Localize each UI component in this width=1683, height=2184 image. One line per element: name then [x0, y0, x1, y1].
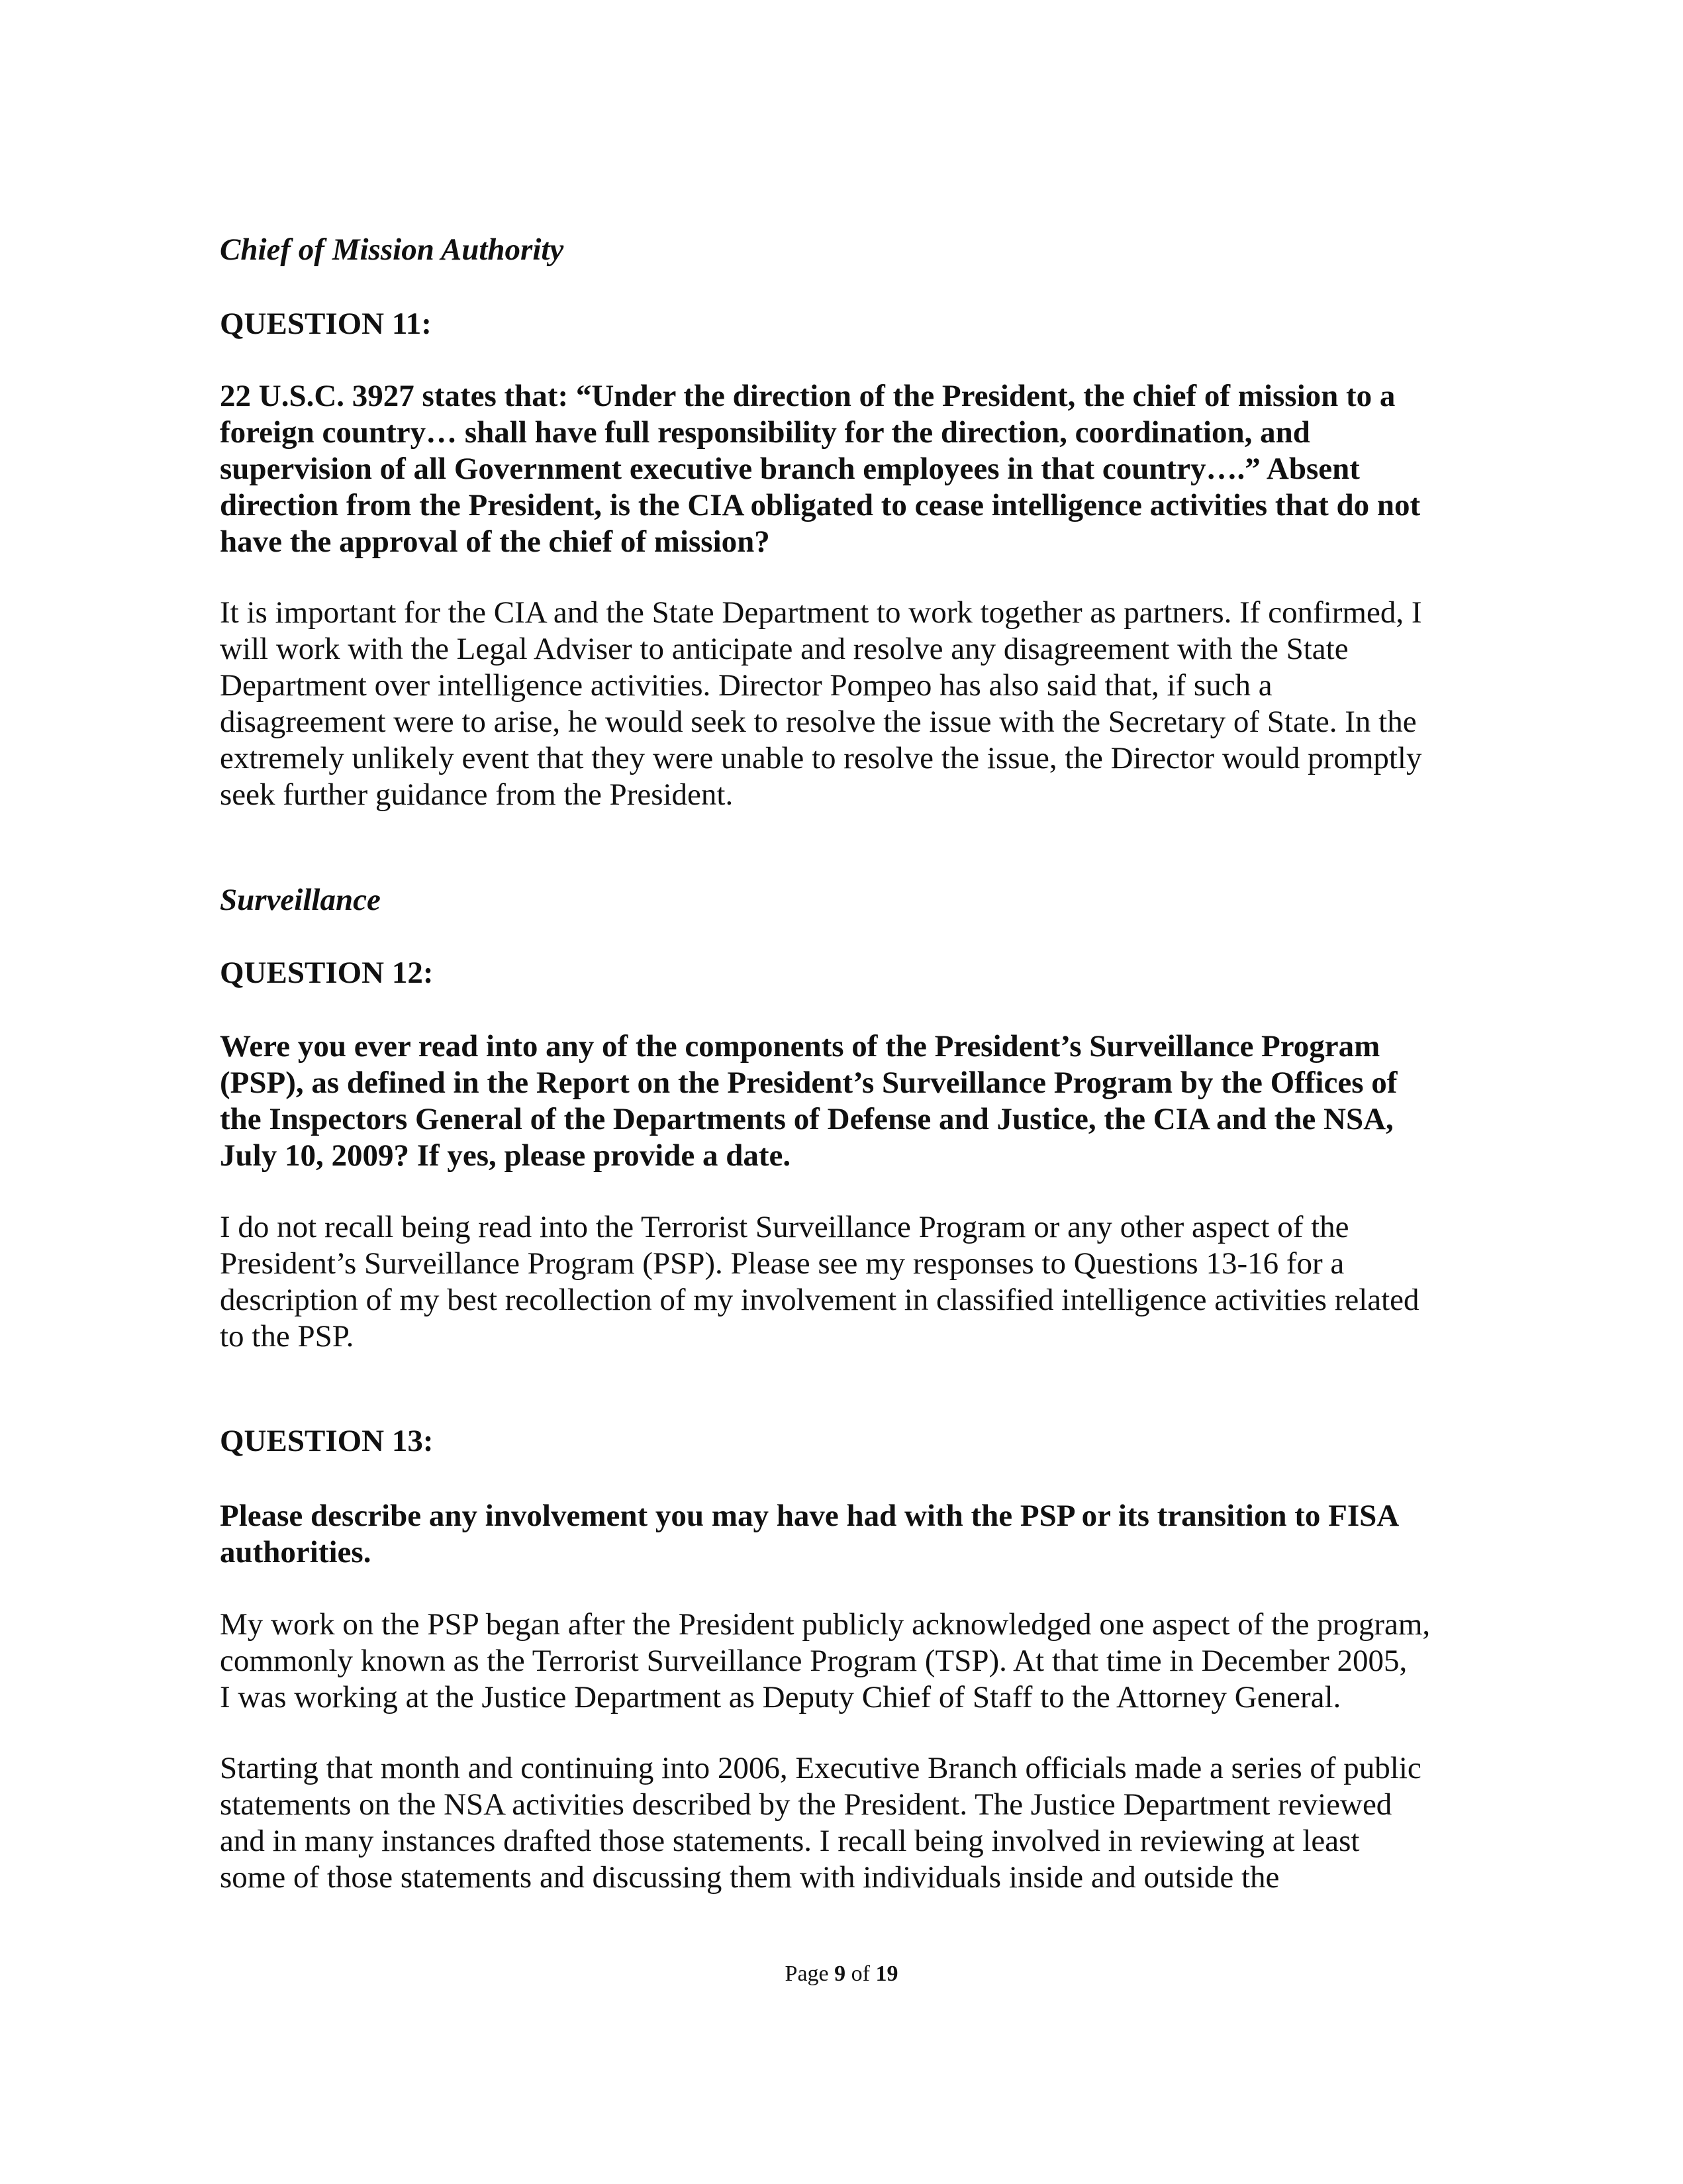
- line: President’s Surveillance Program (PSP). Please see my responses to Questions 13-16 for a: [220, 1246, 1345, 1281]
- section-heading-surveillance: Surveillance: [220, 883, 381, 917]
- total-pages: 19: [875, 1961, 898, 1986]
- line: and in many instances drafted those statements. I recall being involved in reviewing at least: [220, 1824, 1360, 1858]
- line: description of my best recollection of my involvement in classified intelligence activities related: [220, 1283, 1419, 1317]
- question-13-text: [220, 1498, 1478, 1571]
- line: Department over intelligence activities. Director Pompeo has also said that, if such a: [220, 668, 1273, 703]
- line: (PSP), as defined in the Report on the President’s Surveillance Program by the Offices of: [220, 1066, 1398, 1100]
- line: supervision of all Government executive branch employees in that country….” Absent: [220, 452, 1360, 486]
- question-12-label: QUESTION 12:: [220, 956, 434, 990]
- line: have the approval of the chief of mission?: [220, 524, 770, 559]
- answer-12: [220, 1209, 1478, 1355]
- line: Were you ever read into any of the components of the President’s Surveillance Program: [220, 1029, 1380, 1064]
- line: Please describe any involvement you may have had with the PSP or its transition to FISA: [220, 1499, 1400, 1533]
- answer-13-paragraph-2: [220, 1750, 1478, 1896]
- line: 22 U.S.C. 3927 states that: “Under the direction of the President, the chief of mission to a: [220, 379, 1396, 413]
- line: My work on the PSP began after the President publicly acknowledged one aspect of the program,: [220, 1607, 1431, 1642]
- page-prefix: Page: [785, 1961, 835, 1986]
- page-of: of: [845, 1961, 876, 1986]
- line: the Inspectors General of the Departments of Defense and Justice, the CIA and the NSA,: [220, 1102, 1394, 1136]
- line: will work with the Legal Adviser to anticipate and resolve any disagreement with the State: [220, 632, 1349, 666]
- question-12-text: [220, 1028, 1478, 1174]
- section-heading-chief-of-mission: Chief of Mission Authority: [220, 232, 564, 267]
- question-13-label: QUESTION 13:: [220, 1424, 434, 1458]
- answer-11: [220, 595, 1478, 813]
- line: July 10, 2009? If yes, please provide a date.: [220, 1138, 791, 1173]
- line: some of those statements and discussing them with individuals inside and outside the: [220, 1860, 1280, 1895]
- question-11-text: [220, 378, 1478, 560]
- line: authorities.: [220, 1535, 371, 1569]
- line: I do not recall being read into the Terrorist Surveillance Program or any other aspect of the: [220, 1210, 1349, 1244]
- line: seek further guidance from the President.: [220, 777, 734, 812]
- line: extremely unlikely event that they were unable to resolve the issue, the Director would promptly: [220, 741, 1422, 775]
- page-number: [0, 1961, 1683, 1987]
- line: statements on the NSA activities described by the President. The Justice Department reviewed: [220, 1787, 1392, 1822]
- line: foreign country… shall have full responsibility for the direction, coordination, and: [220, 415, 1310, 450]
- line: commonly known as the Terrorist Surveillance Program (TSP). At that time in December 2005,: [220, 1644, 1408, 1678]
- question-11-label: QUESTION 11:: [220, 307, 432, 341]
- line: disagreement were to arise, he would seek to resolve the issue with the Secretary of State. In the: [220, 705, 1417, 739]
- current-page: 9: [834, 1961, 846, 1986]
- line: Starting that month and continuing into 2006, Executive Branch officials made a series of public: [220, 1751, 1421, 1785]
- line: to the PSP.: [220, 1319, 354, 1354]
- line: It is important for the CIA and the State Department to work together as partners. If confirmed, I: [220, 595, 1422, 630]
- answer-13-paragraph-1: [220, 1607, 1478, 1716]
- line: direction from the President, is the CIA obligated to cease intelligence activities that do not: [220, 488, 1421, 522]
- line: I was working at the Justice Department as Deputy Chief of Staff to the Attorney General.: [220, 1680, 1341, 1714]
